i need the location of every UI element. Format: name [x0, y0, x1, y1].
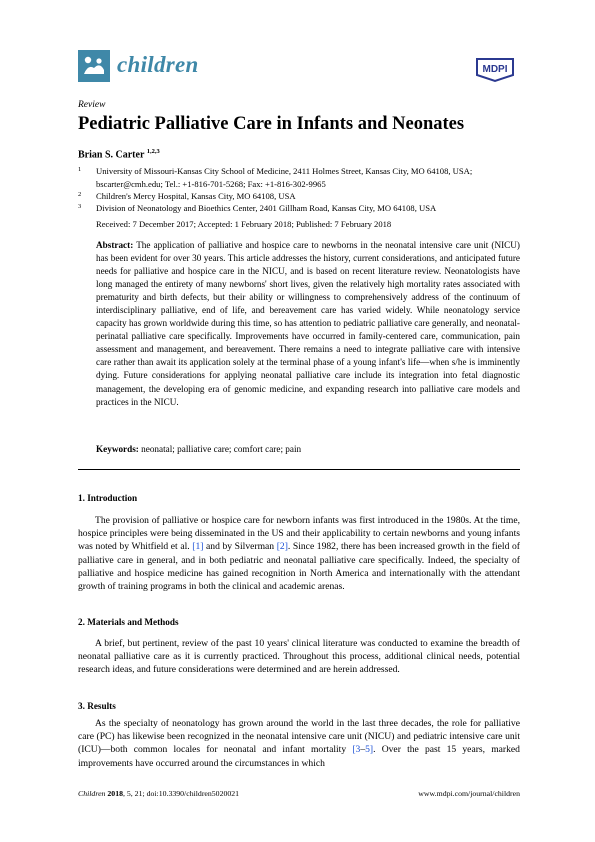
affiliation-number: 2	[78, 191, 82, 198]
mdpi-logo-icon	[473, 55, 517, 83]
affiliation-number: 3	[78, 203, 82, 210]
abstract	[96, 239, 520, 409]
keywords	[96, 444, 301, 454]
section-heading-introduction: 1. Introduction	[78, 493, 138, 503]
citation-link[interactable]: 5]	[365, 744, 374, 756]
paragraph-text: and by Silverman	[203, 541, 277, 553]
paragraph-text: The provision of palliative or hospice care for newborn infants was first introduced in the 1980s. At the time, hospice principles were being disseminated in the US and their applicability to certain newborns and young infants was noted by Whitfield et al.	[78, 515, 520, 553]
journal-name: children	[117, 52, 199, 77]
footer-citation	[78, 789, 239, 798]
section-divider	[78, 469, 520, 470]
abstract-text: The application of palliative and hospice care to newborns in the neonatal intensive care unit (NICU) has been evident for over 30 years. This article addresses the history, current considerations, and anticipated future needs for palliative and hospice care in the NICU, and is based on recent literature review. Neonatologists have long managed the entirety of many newborns' short lives, given the relatively high mortality rates associated with prematurity and birth defects, but their ability or willingness to comprehensively address of the continuum of interdisciplinary palliative, end of life, and bereavement care has varied widely. While neonatology service capacity has grown worldwide during this time, so has attention to pediatric palliative care generally, and neonatal-perinatal palliative care specifically. Improvements have occurred in family-centered care, communication, pain assessment and management, and bereavement. There remains a need to integrate palliative care with intensive care rather than await its application solely at the terminal phase of a young infant's life—when s/he is imminently dying. Future considerations for applying neonatal palliative care include its integration into fetal diagnostic management, the developing era of genomic medicine, and expanding research into palliative care models and practices in the NICU.	[96, 240, 520, 407]
paragraph-text: . Over the past 15 years, marked improvements have occurred around the circumstances in which	[78, 744, 520, 769]
mdpi-logo-text: MDPI	[482, 64, 508, 75]
keywords-text: neonatal; palliative care; comfort care; pain	[141, 444, 302, 454]
author-line	[78, 148, 160, 160]
author-affiliation-marks: 1,2,3	[146, 148, 160, 155]
abstract-label: Abstract:	[96, 240, 134, 250]
article-title: Pediatric Palliative Care in Infants and Neonates	[78, 114, 465, 134]
citation-dash: –	[360, 744, 366, 756]
publication-dates: Received: 7 December 2017; Accepted: 1 February 2018; Published: 7 February 2018	[96, 219, 392, 229]
section-heading-results: 3. Results	[78, 701, 116, 711]
affiliation-number: 1	[78, 166, 82, 173]
footer-doi[interactable]: , 5, 21; doi:10.3390/children5020021	[122, 789, 240, 798]
affiliation-text: Children's Mercy Hospital, Kansas City, MO 64108, USA	[96, 191, 296, 201]
citation-link[interactable]: [3	[352, 744, 361, 756]
affiliation-text: Division of Neonatology and Bioethics Center, 2401 Gillham Road, Kansas City, MO 64108, USA	[96, 203, 437, 213]
keywords-label: Keywords:	[96, 444, 139, 454]
affiliation-text: University of Missouri-Kansas City School of Medicine, 2411 Holmes Street, Kansas City, MO 64108, USA; bscarter@cmh.edu; Tel.: +1-816-701-5268; Fax: +1-816-302-9965	[96, 166, 473, 189]
children-journal-logo-icon	[78, 50, 110, 82]
footer-journal: Children	[78, 789, 106, 798]
introduction-paragraph	[78, 514, 520, 593]
citation-link[interactable]: [2]	[276, 541, 288, 553]
footer-url[interactable]: www.mdpi.com/journal/children	[418, 789, 520, 798]
citation-link[interactable]: [1]	[192, 541, 204, 553]
author-name[interactable]: Brian S. Carter	[78, 149, 145, 161]
paragraph-text: As the specialty of neonatology has grown around the world in the last three decades, the role for palliative care (PC) has likewise been recognized in the neonatal intensive care unit (NICU) and pediatric intensive care unit (ICU)—both common locales for neonatal and infant mortality	[78, 718, 520, 756]
results-paragraph	[78, 717, 520, 770]
section-heading-methods: 2. Materials and Methods	[78, 617, 179, 627]
article-type: Review	[78, 100, 106, 110]
methods-paragraph: A brief, but pertinent, review of the past 10 years' clinical literature was conducted to examine the breadth of neonatal palliative care as it is currently practiced. Throughout this process, additional clinical needs, potential research ideas, and future considerations were determined and are herein addressed.	[78, 638, 520, 676]
footer-year: 2018	[107, 789, 123, 798]
paragraph-text: . Since 1982, there has been increased growth in the field of palliative care in general, and in both pediatric and neonatal palliative care specifically. Indeed, the specialty of palliative and hospice medicine has gained recognition in North America and internationally with the attendant growth of training programs in both the clinical and academic arenas.	[78, 541, 520, 593]
